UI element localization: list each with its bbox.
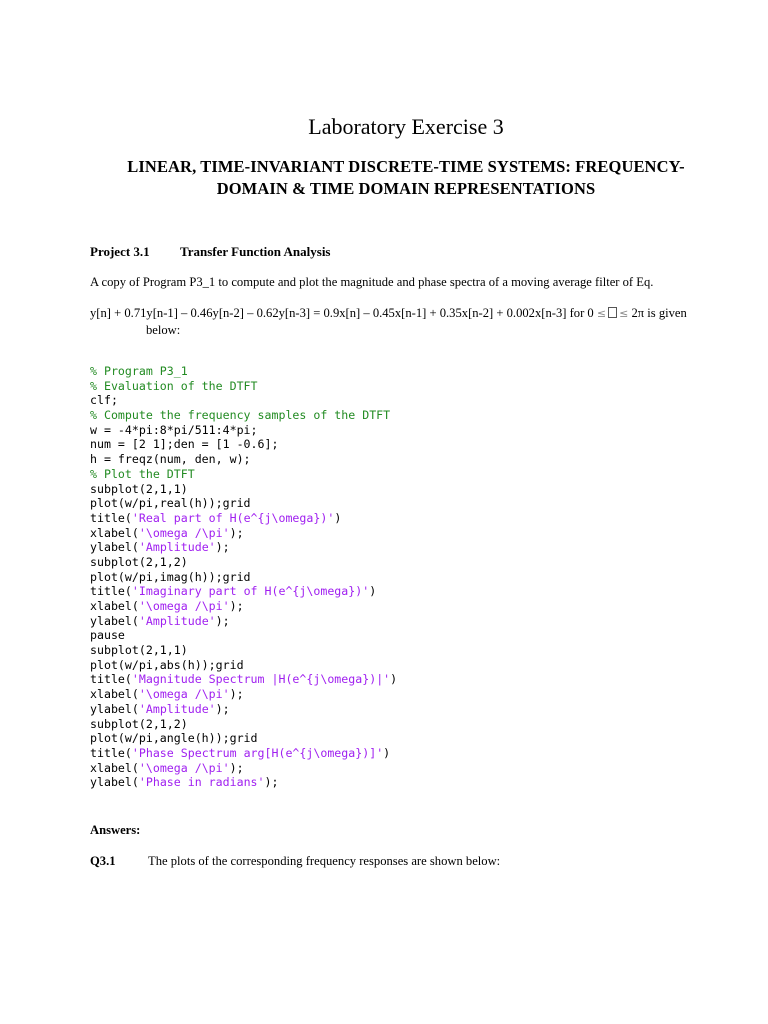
code-line [90, 511, 397, 526]
question-q3-1 [90, 853, 501, 869]
code-line [90, 452, 397, 467]
code-line [90, 423, 397, 438]
question-text: The plots of the corresponding frequency responses are shown below: [148, 854, 501, 868]
less-equal-symbol-2: ≤ [619, 307, 629, 320]
code-line [90, 628, 397, 643]
code-line [90, 775, 397, 790]
code-text: plot(w/pi,angle(h));grid [90, 731, 258, 746]
code-line [90, 496, 397, 511]
code-line [90, 584, 397, 599]
page-title: Laboratory Exercise 3 [308, 114, 504, 139]
subtitle-line-1: LINEAR, TIME-INVARIANT DISCRETE-TIME SYSTEMS: FREQUENCY- [127, 157, 685, 176]
question-number: Q3.1 [90, 854, 116, 868]
code-line [90, 408, 397, 423]
equation-main: y[n] + 0.71y[n-1] – 0.46y[n-2] – 0.62y[n-3] = 0.9x[n] – 0.45x[n-1] + 0.35x[n-2] + 0.002x[n-3] for 0 [90, 306, 597, 320]
code-text: xlabel( [90, 525, 139, 540]
code-text: subplot(2,1,1) [90, 643, 188, 658]
code-line [90, 761, 397, 776]
equation-tail: 2π is given [628, 306, 687, 320]
code-comment: % Evaluation of the DTFT [90, 378, 258, 393]
code-line [90, 393, 397, 408]
code-line [90, 437, 397, 452]
code-text: w = -4*pi:8*pi/511:4*pi; [90, 422, 258, 437]
less-equal-symbol: ≤ [596, 307, 607, 320]
code-string: 'Amplitude' [138, 701, 216, 716]
code-comment: % Program P3_1 [90, 364, 188, 378]
code-text: ) [369, 584, 377, 599]
code-string: 'Amplitude' [138, 613, 216, 628]
equation-continuation: below: [146, 323, 181, 337]
code-text: xlabel( [90, 760, 139, 775]
code-string: '\omega /\pi' [138, 525, 230, 540]
code-string: 'Phase in radians' [138, 775, 265, 790]
code-text: ); [229, 687, 244, 702]
code-line [90, 599, 397, 614]
code-text: xlabel( [90, 687, 139, 702]
code-string: 'Magnitude Spectrum |H(e^{j\omega})|' [131, 672, 391, 687]
code-line [90, 570, 397, 585]
code-text: pause [90, 628, 125, 643]
code-text: title( [90, 672, 132, 687]
code-text: ylabel( [90, 613, 139, 628]
code-text: ) [383, 745, 391, 760]
code-line [90, 555, 397, 570]
code-text: ylabel( [90, 540, 139, 555]
code-text: plot(w/pi,real(h));grid [90, 496, 251, 511]
code-text: title( [90, 745, 132, 760]
code-text: ); [264, 775, 279, 790]
code-line [90, 687, 397, 702]
code-line [90, 746, 397, 761]
code-text: ); [229, 525, 244, 540]
code-text: title( [90, 510, 132, 525]
code-string: '\omega /\pi' [138, 687, 230, 702]
code-text: ); [215, 540, 230, 555]
code-text: h = freqz(num, den, w); [90, 452, 251, 467]
code-text: clf; [90, 393, 118, 408]
code-string: 'Amplitude' [138, 540, 216, 555]
code-text: plot(w/pi,abs(h));grid [90, 657, 244, 672]
code-line [90, 658, 397, 673]
code-text: ) [334, 510, 342, 525]
code-line [90, 526, 397, 541]
code-text: ylabel( [90, 701, 139, 716]
code-string: 'Real part of H(e^{j\omega})' [131, 510, 335, 525]
code-line [90, 364, 397, 379]
code-text: plot(w/pi,imag(h));grid [90, 569, 251, 584]
answers-heading: Answers: [90, 823, 141, 837]
code-text: xlabel( [90, 599, 139, 613]
code-line [90, 614, 397, 629]
code-text: num = [2 1];den = [1 -0.6]; [90, 437, 279, 452]
project-number: Project 3.1 [90, 244, 150, 259]
code-text: subplot(2,1,2) [90, 554, 188, 569]
code-line [90, 643, 397, 658]
code-string: 'Phase Spectrum arg[H(e^{j\omega})]' [131, 745, 384, 760]
code-line [90, 482, 397, 497]
code-string: '\omega /\pi' [138, 599, 230, 613]
code-text: ) [390, 672, 398, 687]
code-line [90, 731, 397, 746]
project-name: Transfer Function Analysis [180, 244, 331, 259]
subtitle-line-2: DOMAIN & TIME DOMAIN REPRESENTATIONS [216, 179, 596, 198]
intro-paragraph: A copy of Program P3_1 to compute and plot the magnitude and phase spectra of a moving average filter of Eq. [90, 275, 654, 289]
matlab-code-block [90, 364, 397, 790]
code-line [90, 467, 397, 482]
code-text: ); [229, 760, 244, 775]
code-text: ); [215, 701, 230, 716]
code-line [90, 672, 397, 687]
code-line [90, 379, 397, 394]
code-text: ); [215, 613, 230, 628]
difference-equation [90, 305, 720, 338]
project-heading [90, 244, 331, 260]
code-comment: % Plot the DTFT [90, 466, 195, 481]
code-string: 'Imaginary part of H(e^{j\omega})' [131, 584, 370, 599]
code-line [90, 702, 397, 717]
code-text: ylabel( [90, 775, 139, 790]
code-text: subplot(2,1,2) [90, 716, 188, 731]
code-text: title( [90, 584, 132, 599]
omega-placeholder-icon [608, 307, 617, 318]
code-line [90, 540, 397, 555]
code-text: ); [229, 599, 244, 613]
code-line [90, 717, 397, 732]
code-text: subplot(2,1,1) [90, 481, 188, 496]
code-string: '\omega /\pi' [138, 760, 230, 775]
page-subtitle [60, 156, 752, 200]
code-comment: % Compute the frequency samples of the DTFT [90, 408, 391, 423]
